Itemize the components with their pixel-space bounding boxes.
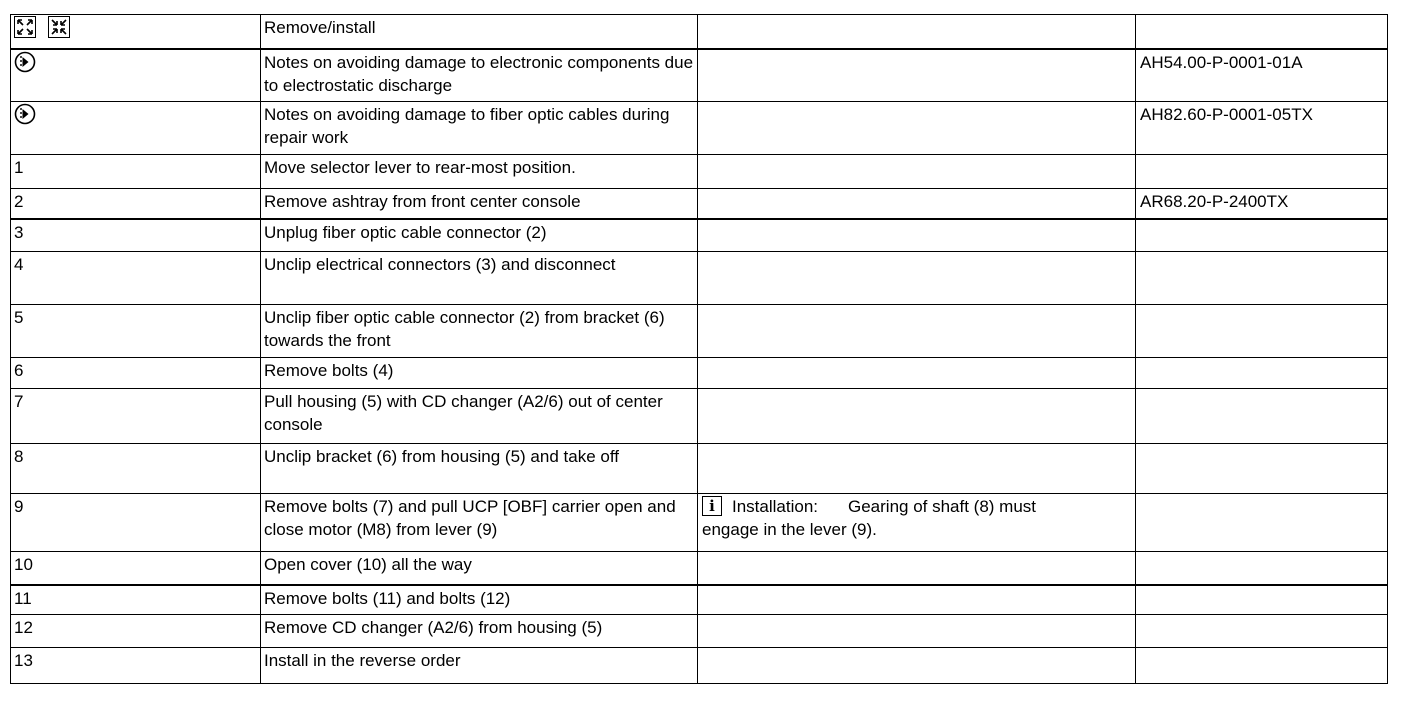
step-text: Remove bolts (11) and bolts (12) <box>261 585 698 615</box>
table-row-step <box>11 615 1388 648</box>
step-number: 4 <box>11 252 261 305</box>
step-text: Remove CD changer (A2/6) from housing (5) <box>261 615 698 648</box>
table-row-step <box>11 648 1388 684</box>
step-ref <box>1136 219 1388 252</box>
header-empty-cell <box>698 15 1136 49</box>
header-empty-cell <box>1136 15 1388 49</box>
table-row-step <box>11 552 1388 585</box>
step-number: 5 <box>11 305 261 358</box>
step-number: 8 <box>11 444 261 494</box>
step-text: Pull housing (5) with CD changer (A2/6) out of center console <box>261 389 698 444</box>
table-row-step <box>11 252 1388 305</box>
table-row-step <box>11 189 1388 219</box>
step-text: Unplug fiber optic cable connector (2) <box>261 219 698 252</box>
info-icon: i <box>702 496 722 516</box>
installation-note <box>698 494 1136 552</box>
header-title: Remove/install <box>261 15 698 49</box>
note-text: Notes on avoiding damage to fiber optic cables during repair work <box>261 102 698 155</box>
step-ref <box>1136 155 1388 189</box>
step-ref <box>1136 444 1388 494</box>
step-ref <box>1136 648 1388 684</box>
step-ref <box>1136 552 1388 585</box>
step-number: 10 <box>11 552 261 585</box>
table-row-step <box>11 444 1388 494</box>
installation-label: Installation: <box>732 497 818 516</box>
table-row-step <box>11 389 1388 444</box>
step-text: Unclip bracket (6) from housing (5) and take off <box>261 444 698 494</box>
procedure-table <box>10 14 1388 684</box>
step-number: 12 <box>11 615 261 648</box>
step-text: Open cover (10) all the way <box>261 552 698 585</box>
step-text: Install in the reverse order <box>261 648 698 684</box>
step-ref <box>1136 494 1388 552</box>
note-arrow-icon <box>14 51 36 73</box>
expand-icon[interactable] <box>14 16 36 38</box>
note-arrow-icon <box>14 103 36 125</box>
installation-text-line2: engage in the lever (9). <box>702 520 877 539</box>
step-number: 7 <box>11 389 261 444</box>
step-text: Remove bolts (4) <box>261 358 698 389</box>
table-row-header <box>11 15 1388 49</box>
table-row-step <box>11 219 1388 252</box>
table-row-step <box>11 585 1388 615</box>
table-row-step <box>11 305 1388 358</box>
step-number: 3 <box>11 219 261 252</box>
step-number: 11 <box>11 585 261 615</box>
note-ref-link[interactable]: AH54.00-P-0001-01A <box>1136 49 1388 102</box>
step-ref <box>1136 305 1388 358</box>
table-row-note-1 <box>11 49 1388 102</box>
step-number: 1 <box>11 155 261 189</box>
installation-text-line1: Gearing of shaft (8) must <box>848 497 1037 516</box>
step-text: Remove ashtray from front center console <box>261 189 698 219</box>
table-row-step <box>11 358 1388 389</box>
step-text: Remove bolts (7) and pull UCP [OBF] carrier open and close motor (M8) from lever (9) <box>261 494 698 552</box>
step-text: Move selector lever to rear-most position. <box>261 155 698 189</box>
step-text: Unclip electrical connectors (3) and disconnect <box>261 252 698 305</box>
table-row-note-2 <box>11 102 1388 155</box>
step-ref <box>1136 615 1388 648</box>
step-number: 2 <box>11 189 261 219</box>
table-row-step <box>11 494 1388 552</box>
note-text: Notes on avoiding damage to electronic components due to electrostatic discharge <box>261 49 698 102</box>
note-ref-link[interactable]: AH82.60-P-0001-05TX <box>1136 102 1388 155</box>
step-ref <box>1136 389 1388 444</box>
step-ref-link[interactable]: AR68.20-P-2400TX <box>1136 189 1388 219</box>
step-text: Unclip fiber optic cable connector (2) from bracket (6) towards the front <box>261 305 698 358</box>
header-icons-cell <box>11 15 261 49</box>
step-number: 9 <box>11 494 261 552</box>
table-row-step <box>11 155 1388 189</box>
step-ref <box>1136 585 1388 615</box>
step-number: 13 <box>11 648 261 684</box>
step-ref <box>1136 358 1388 389</box>
step-ref <box>1136 252 1388 305</box>
step-number: 6 <box>11 358 261 389</box>
collapse-icon[interactable] <box>48 16 70 38</box>
